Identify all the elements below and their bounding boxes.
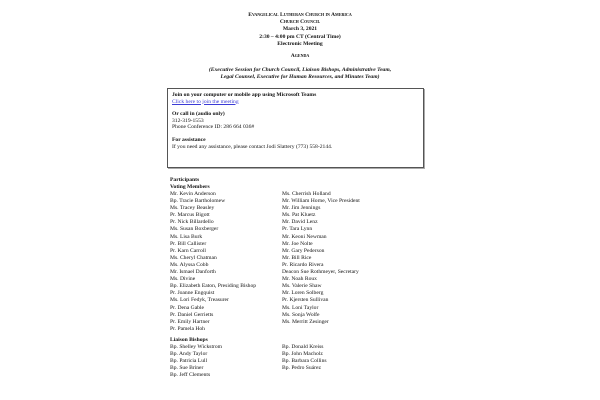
participant-name: Pr. Nick Billardello	[170, 219, 214, 226]
participant-name: Bp. Pedro Suárez	[282, 365, 321, 372]
participant-name: Ms. Cheryl Chatman	[170, 254, 217, 261]
council-name: Church Council	[279, 19, 321, 26]
participant-name: Pr. Karn Carroll	[170, 247, 206, 254]
agenda-title: Agenda	[290, 53, 310, 59]
participant-name: Bp. Barbara Collins	[282, 358, 327, 365]
assistance-heading: For assistance	[172, 136, 206, 143]
meeting-time: 2:30 – 4:00 pm CT (Central Time)	[259, 33, 341, 40]
participant-name: Ms. Lori Fedyk, Treasurer	[170, 297, 229, 304]
executive-note-line-1: (Executive Session for Church Council, Liaison Bishops, Administrative Team,	[208, 67, 392, 73]
participant-name: Ms. Divine	[170, 276, 196, 283]
participant-name: Mr. Joe Nolte	[282, 240, 313, 247]
participant-name: Ms. Cherrish Holland	[282, 191, 331, 197]
participant-name: Mr. Keoni Newman	[282, 233, 327, 240]
participant-name: Bp. Elizabeth Eaton, Presiding Bishop	[170, 283, 257, 290]
meeting-format: Electronic Meeting	[277, 40, 323, 47]
conference-id: Phone Conference ID: 286 664 036#	[172, 124, 255, 131]
executive-note-line-2: Legal Counsel, Executive for Human Resources, and Minutes Team)	[220, 74, 380, 81]
org-name: Evangelical Lutheran Church in America	[248, 12, 352, 18]
voting-members-heading: Voting Members	[170, 184, 210, 191]
participant-name: Pr. Bill Callister	[170, 240, 207, 247]
voting-members-column-2	[282, 191, 360, 326]
call-in-phone: 312-319-1553	[172, 117, 204, 124]
participant-name: Mr. Kevin Anderson	[170, 191, 216, 197]
participant-name: Ms. Sonja Wolfe	[282, 311, 320, 318]
participants-heading: Participants	[170, 177, 200, 183]
participant-name: Mr. Ismael Danforth	[170, 269, 216, 276]
participant-name: Ms. Tracey Beasley	[170, 205, 215, 212]
participant-name: Mr. Loren Solberg	[282, 290, 324, 297]
participant-name: Pr. Kjersten Sullivan	[282, 297, 329, 304]
participant-name: Mr. William Horne, Vice President	[282, 198, 360, 205]
participant-name: Pr. Daniel Gerrietts	[170, 311, 214, 318]
participant-name: Pr. Ricardo Rivera	[282, 261, 324, 268]
participant-name: Mr. Noah Roux	[282, 276, 317, 283]
assistance-text: If you need any assistance, please contact Jodi Slattery (773) 558-2144.	[172, 143, 333, 150]
participant-name: Bp. Andy Taylor	[170, 351, 208, 358]
liaison-bishops-column-1	[170, 344, 222, 379]
participant-name: Bp. Tracie Bartholomew	[170, 198, 226, 205]
participant-name: Ms. Susan Boxberger	[170, 226, 219, 233]
participant-name: Deacon Sue Rothmeyer, Secretary	[282, 269, 359, 276]
participant-name: Bp. Sue Briner	[170, 365, 204, 372]
participant-name: Pr. Pamela Hoh	[170, 325, 205, 332]
participant-name: Pr. Marcus Bigott	[170, 212, 210, 219]
join-meeting-link[interactable]: Click here to join the meeting	[172, 98, 239, 105]
participant-name: Ms. Merritt Zesinger	[282, 318, 329, 325]
participant-name: Mr. Jim Jennings	[282, 205, 321, 212]
executive-session-note	[0, 67, 600, 81]
participant-name: Mr. Bill Rice	[282, 254, 312, 261]
participant-name: Bp. John Macholz	[282, 351, 323, 358]
participants-headings	[170, 177, 210, 191]
participant-name: Bp. Donald Kreiss	[282, 344, 324, 350]
liaison-bishops-heading: Liaison Bishops	[170, 337, 208, 343]
participant-name: Ms. Valerie Shaw	[282, 283, 322, 290]
voting-members-column-1	[170, 191, 256, 333]
participant-name: Pr. Dena Gable	[170, 304, 205, 311]
call-in-heading: Or call in (audio only)	[172, 111, 225, 118]
participant-name: Pr. Emily Hartner	[170, 318, 210, 325]
participant-name: Bp. Shelley Wickstrom	[170, 344, 223, 350]
participant-name: Bp. Patricia Lull	[170, 358, 208, 365]
participant-name: Pr. Joanne Engquist	[170, 290, 215, 297]
participant-name: Ms. Pat Kluetz	[282, 212, 316, 219]
header-block	[0, 12, 600, 48]
participant-name: Ms. Lisa Burk	[170, 233, 203, 240]
meeting-date: March 3, 2021	[282, 26, 318, 33]
liaison-bishops-column-2	[282, 344, 327, 372]
participant-name: Bp. Jeff Clements	[170, 372, 211, 379]
participant-name: Mr. Gary Pederson	[282, 247, 325, 254]
join-info-box	[167, 88, 424, 168]
teams-join-heading: Join on your computer or mobile app using Microsoft Teams	[172, 92, 317, 98]
participant-name: Ms. Alyssa Cobb	[170, 261, 209, 268]
participant-name: Mr. David Lenz	[282, 219, 318, 226]
participant-name: Ms. Loni Taylor	[282, 304, 319, 311]
participant-name: Pr. Tara Lynn	[282, 226, 313, 233]
